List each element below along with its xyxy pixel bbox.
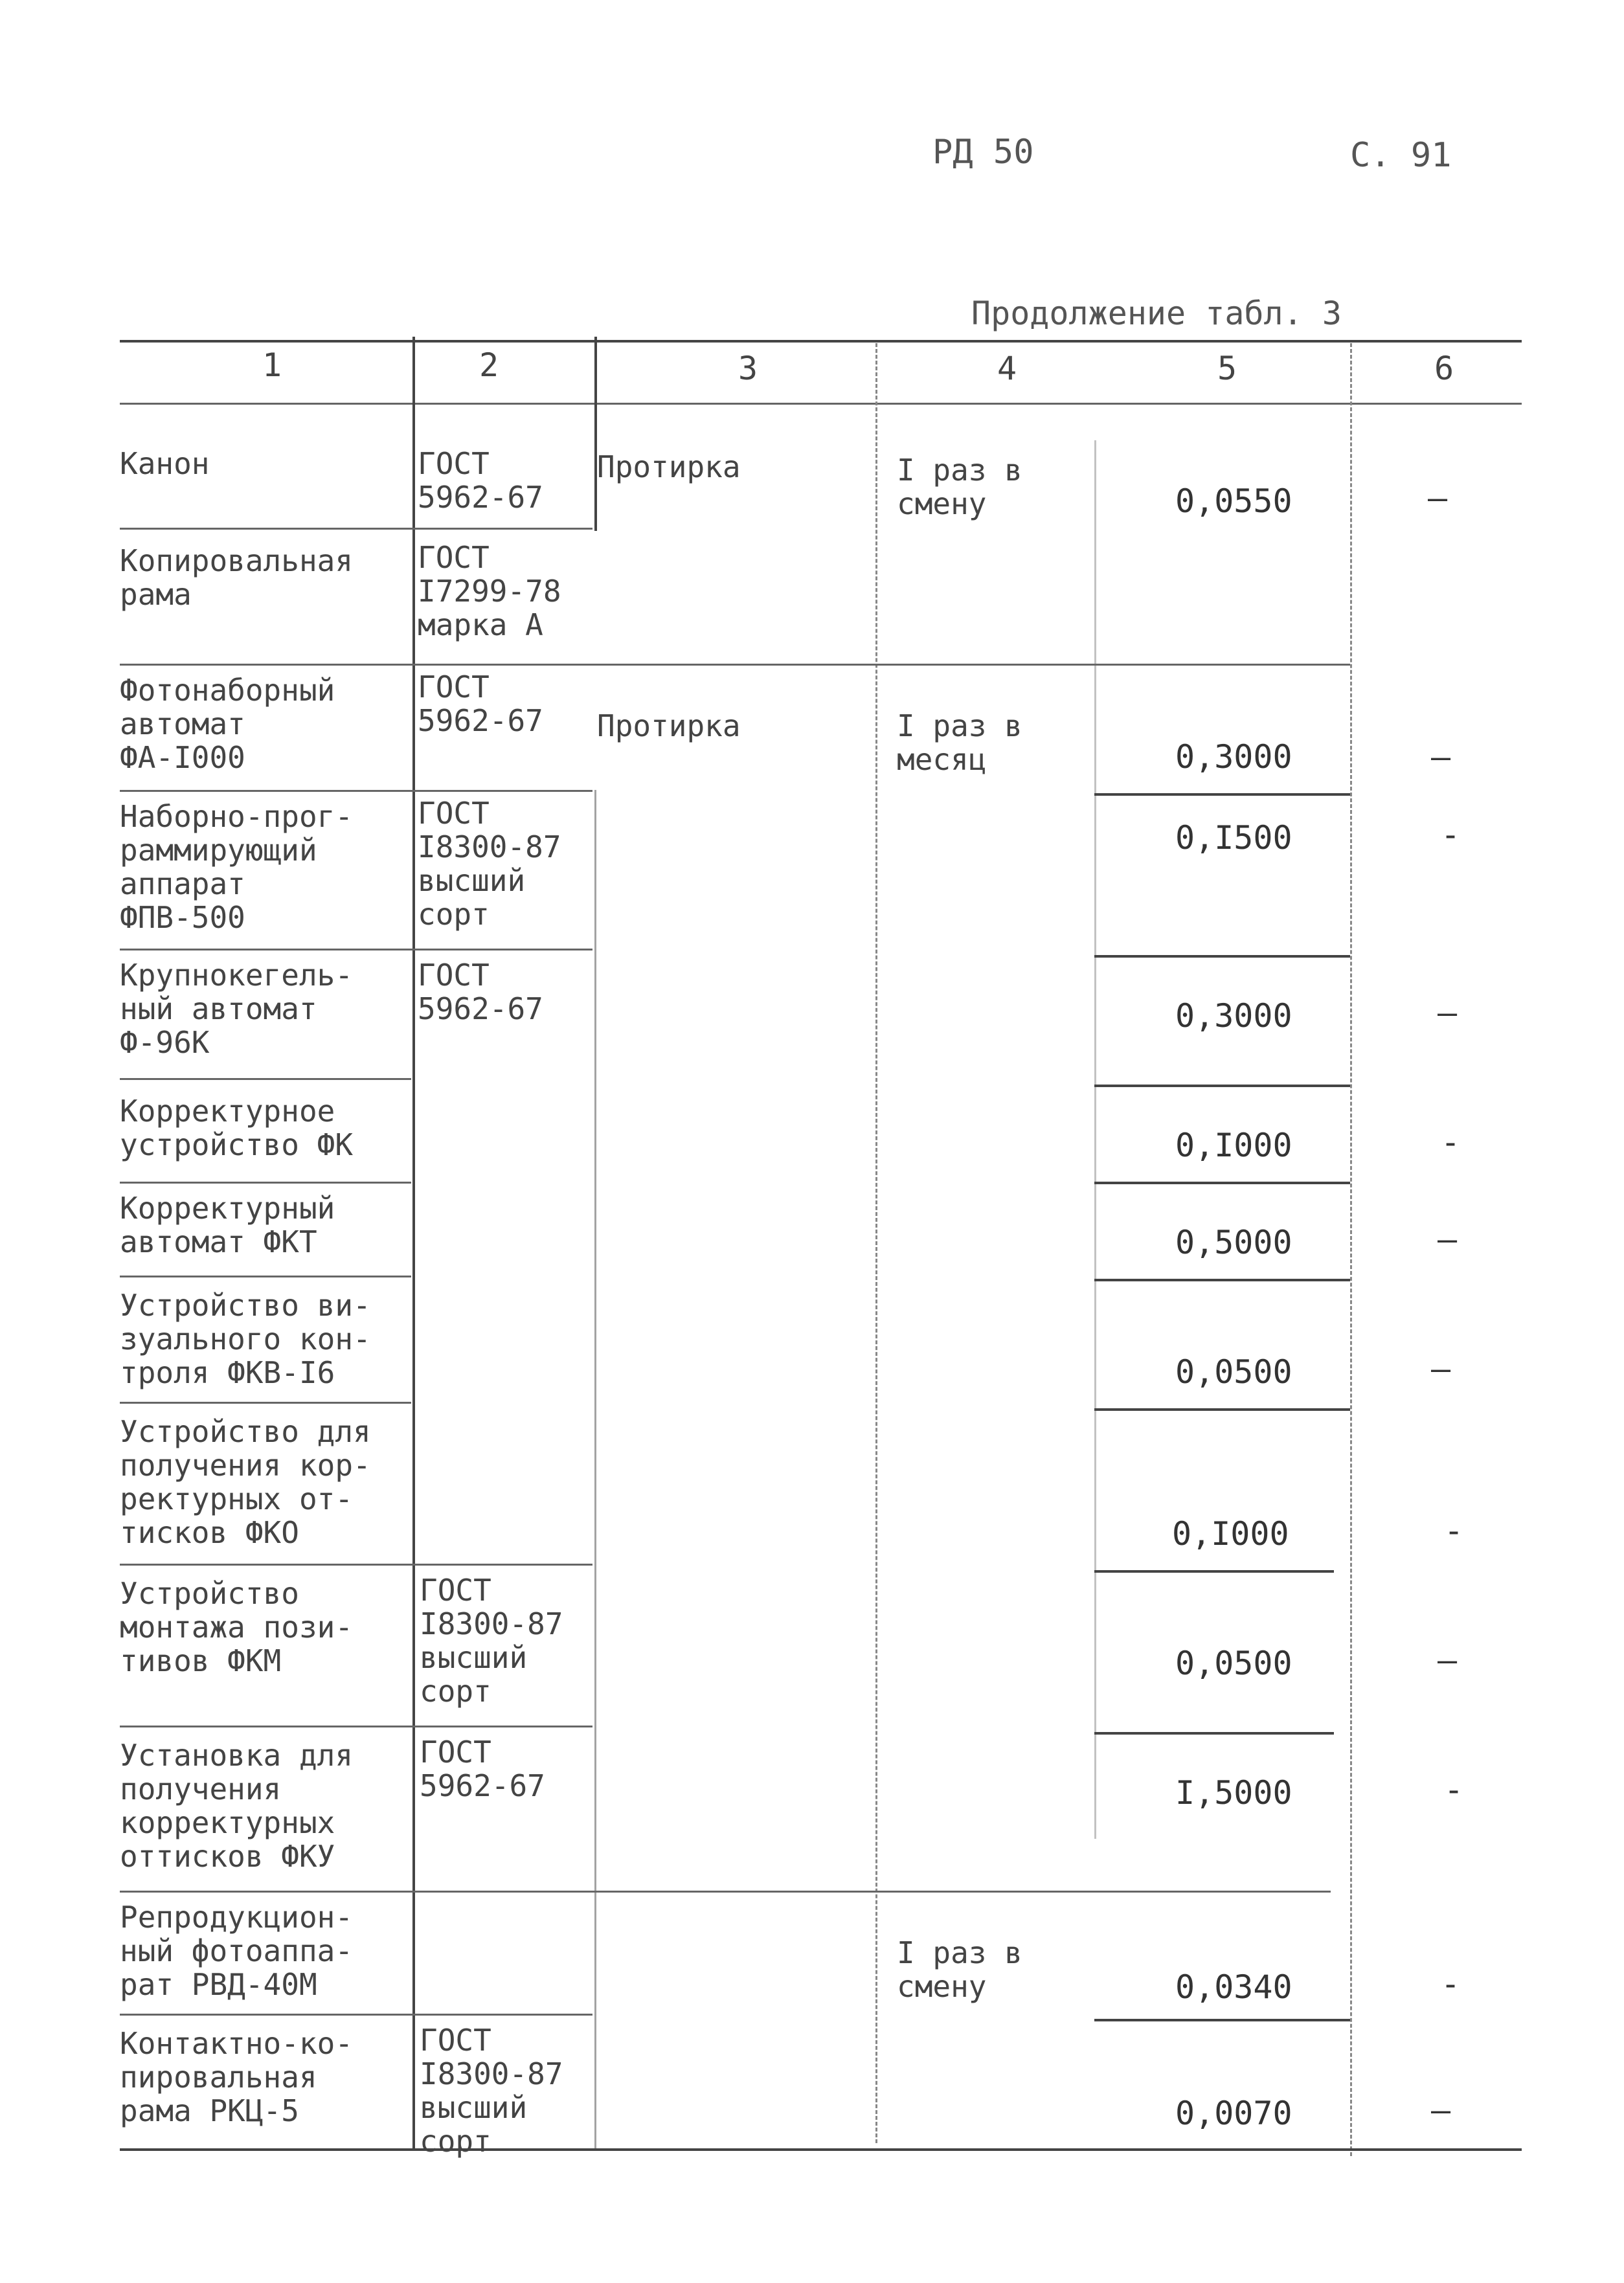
table-cell-col6: — <box>1431 2091 1451 2129</box>
column-divider-2-upper <box>594 337 597 531</box>
table-cell-name: Репродукцион- ный фотоаппа- рат РВД-40М <box>120 1900 354 2002</box>
value-separator <box>1094 1182 1350 1184</box>
column-header-3: 3 <box>738 350 758 387</box>
row-separator <box>120 1564 592 1566</box>
table-cell-col6: — <box>1428 479 1448 517</box>
table-cell-col6: - <box>1441 816 1461 853</box>
table-cell-standard: ГОСТ 5962-67 <box>418 446 543 515</box>
value-separator <box>1094 2019 1350 2021</box>
table-cell-name: Контактно-ко- пировальная рама РКЦ-5 <box>120 2026 354 2128</box>
column-divider-5 <box>1350 343 1352 2156</box>
table-top-border <box>120 340 1522 343</box>
table-cell-name: Наборно-прог- раммирующий аппарат ФПВ-500 <box>120 799 354 935</box>
value-separator <box>1094 1570 1334 1573</box>
table-cell-name: Копировальная рама <box>120 543 354 612</box>
table-cell-col6: — <box>1438 1641 1458 1679</box>
header-bottom-border <box>120 403 1522 405</box>
value-separator <box>1094 955 1350 958</box>
table-cell-value: 0,0340 <box>1175 1968 1292 2006</box>
table-cell-standard: ГОСТ 5962-67 <box>420 1735 545 1803</box>
value-separator <box>1094 1408 1350 1411</box>
table-cell-col6: — <box>1431 738 1451 776</box>
column-header-2: 2 <box>479 346 499 384</box>
column-header-5: 5 <box>1217 350 1237 387</box>
value-separator <box>1094 1279 1350 1281</box>
row-separator <box>120 1891 1331 1893</box>
table-bottom-border <box>120 2148 1522 2151</box>
page-number: С. 91 <box>1350 136 1452 175</box>
table-cell-value: 0,I000 <box>1175 1127 1292 1164</box>
table-cell-name: Корректурный автомат ФКТ <box>120 1191 335 1259</box>
row-separator <box>120 2014 592 2016</box>
table-cell-standard: ГОСТ I8300-87 высший сорт <box>420 1573 563 1709</box>
table-cell-value: 0,I500 <box>1175 819 1292 857</box>
row-separator <box>120 949 592 950</box>
row-separator <box>120 1402 411 1404</box>
document-code: РД 50 <box>932 133 1034 172</box>
table-cell-col6: - <box>1444 1771 1464 1808</box>
table-cell-name: Устройство для получения кор- ректурных от- тисков ФКО <box>120 1414 371 1550</box>
table-cell-frequency: I раз в смену <box>897 453 1022 521</box>
table-cell-col6: - <box>1441 1965 1461 2003</box>
table-cell-value: I,5000 <box>1175 1774 1292 1812</box>
table-cell-value: 0,5000 <box>1175 1224 1292 1261</box>
table-cell-col6: — <box>1438 1220 1458 1258</box>
table-continuation-title: Продолжение табл. 3 <box>971 295 1342 332</box>
row-separator <box>120 528 592 530</box>
table-cell-value: 0,3000 <box>1175 997 1292 1035</box>
table-cell-name: Устройство ви- зуального кон- троля ФКВ-I6 <box>120 1288 371 1390</box>
column-divider-1 <box>412 337 415 2150</box>
table-cell-standard: ГОСТ 5962-67 <box>418 958 543 1026</box>
table-cell-frequency: I раз в месяц <box>897 708 1022 777</box>
column-divider-2-lower <box>594 790 596 2150</box>
table-cell-name: Корректурное устройство ФК <box>120 1094 354 1162</box>
row-separator <box>120 790 592 792</box>
table-cell-value: 0,0500 <box>1175 1353 1292 1391</box>
table-cell-value: 0,I000 <box>1172 1515 1289 1553</box>
column-header-6: 6 <box>1434 350 1454 387</box>
table-cell-col6: - <box>1441 1123 1461 1161</box>
table-cell-name: Канон <box>120 446 210 481</box>
table-cell-standard: ГОСТ I8300-87 высший сорт <box>418 796 561 932</box>
column-header-1: 1 <box>262 346 282 384</box>
row-separator <box>120 1078 411 1080</box>
table-cell-col6: - <box>1444 1512 1464 1549</box>
row-separator <box>120 1182 411 1184</box>
table-cell-name: Фотонаборный автомат ФА-I000 <box>120 673 335 775</box>
table-cell-standard: ГОСТ I8300-87 высший сорт <box>420 2023 563 2159</box>
table-cell-standard: ГОСТ 5962-67 <box>418 669 543 738</box>
table-cell-name: Крупнокегель- ный автомат Ф-96К <box>120 958 354 1060</box>
table-cell-col6: — <box>1438 994 1458 1031</box>
column-header-4: 4 <box>997 350 1017 387</box>
table-cell-operation: Протирка <box>597 708 741 743</box>
row-separator <box>120 1726 592 1727</box>
table-cell-value: 0,3000 <box>1175 738 1292 776</box>
table-cell-standard: ГОСТ I7299-78 марка А <box>418 540 561 642</box>
table-cell-col6: — <box>1431 1350 1451 1388</box>
table-cell-value: 0,0500 <box>1175 1645 1292 1682</box>
row-separator <box>120 1276 411 1277</box>
row-separator <box>120 664 1350 666</box>
column-divider-4 <box>1094 440 1096 1839</box>
value-separator <box>1094 793 1350 796</box>
table-cell-name: Установка для получения корректурных оттисков ФКУ <box>120 1738 354 1874</box>
value-separator <box>1094 1732 1334 1735</box>
table-cell-value: 0,0070 <box>1175 2095 1292 2132</box>
column-divider-3 <box>875 343 877 2143</box>
table-cell-value: 0,0550 <box>1175 482 1292 520</box>
table-cell-operation: Протирка <box>597 449 741 484</box>
table-cell-name: Устройство монтажа пози- тивов ФКМ <box>120 1576 354 1678</box>
table-cell-frequency: I раз в смену <box>897 1935 1022 2004</box>
value-separator <box>1094 1085 1350 1087</box>
